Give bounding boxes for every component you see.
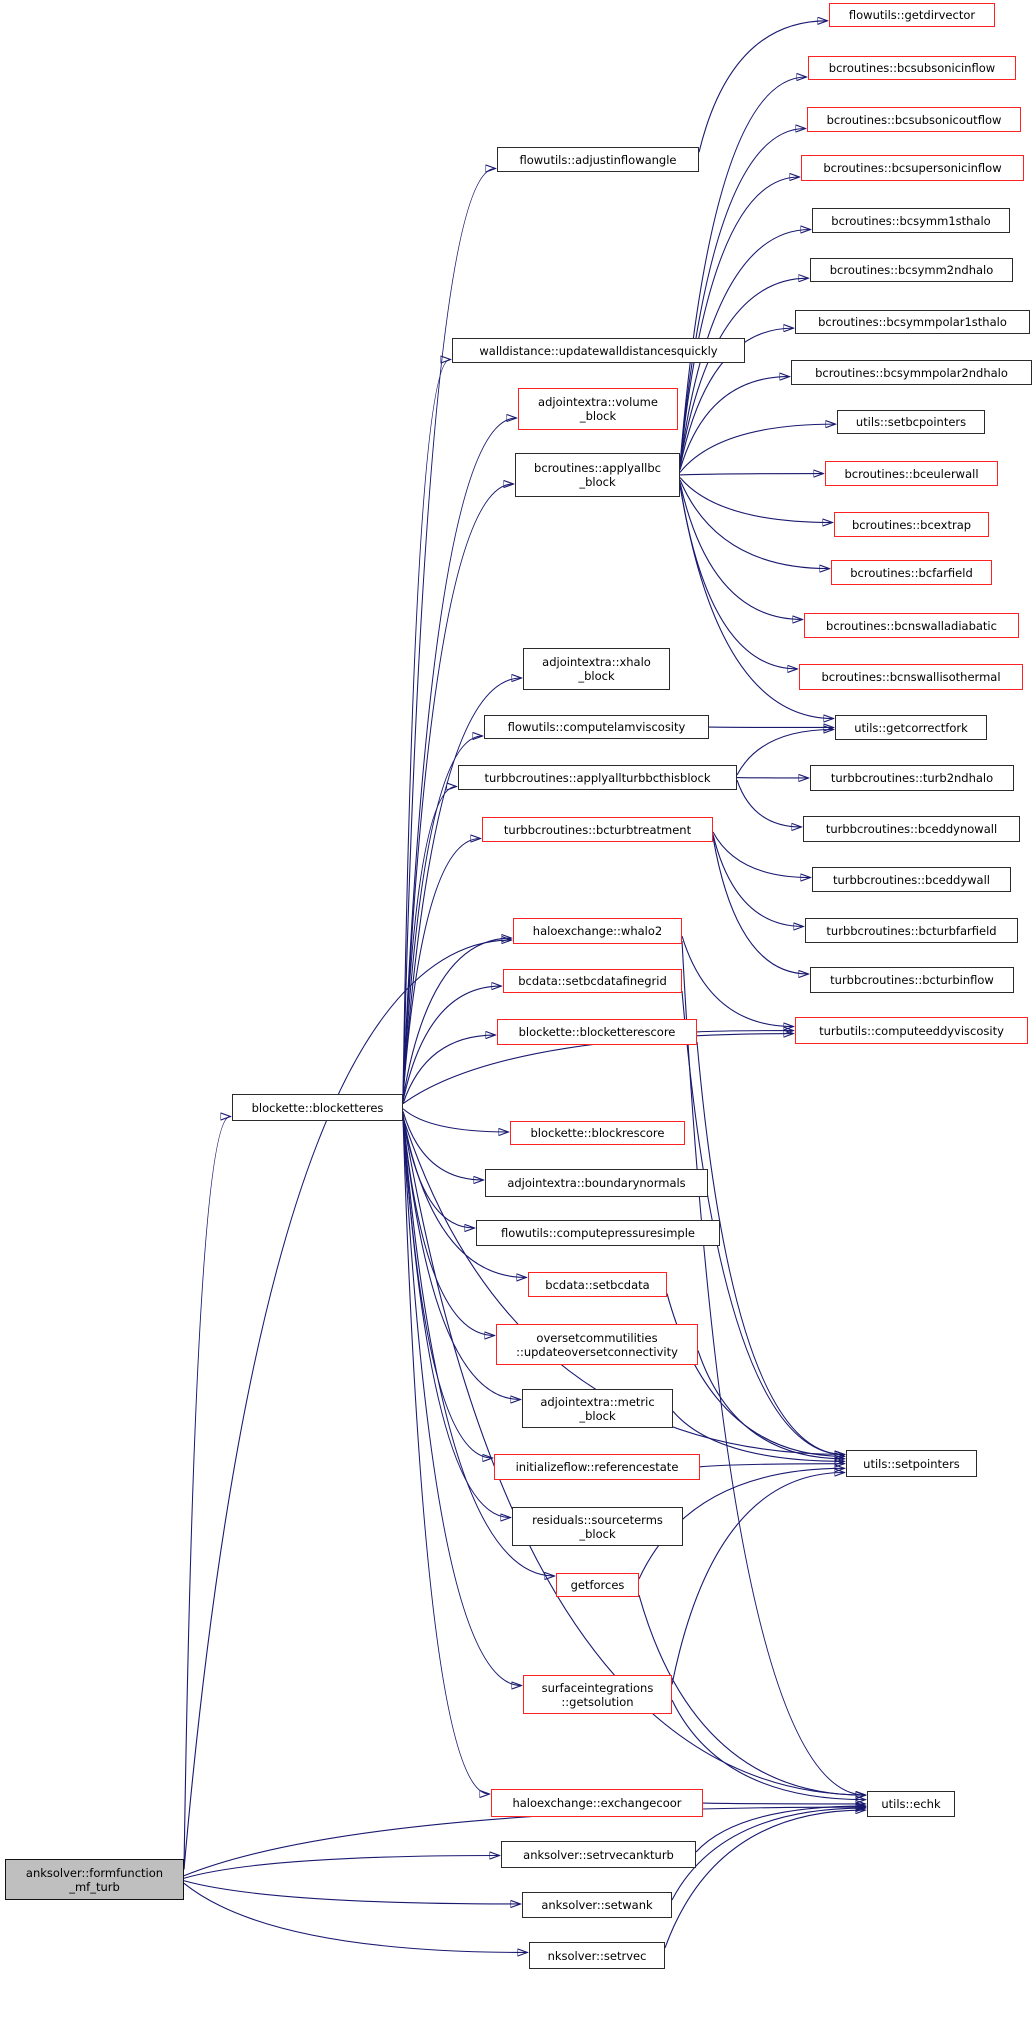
node-computepressuresimple[interactable] bbox=[476, 1220, 720, 1246]
node-bcnswallisothermal[interactable] bbox=[799, 664, 1023, 690]
edge-applyallbc_block-bcsubsonicinflow bbox=[680, 77, 806, 465]
node-label: bcroutines::bcsymmpolar1sthalo bbox=[818, 315, 1007, 329]
node-label: turbbcroutines::bcturbinflow bbox=[830, 973, 994, 987]
node-bceulerwall[interactable] bbox=[825, 461, 998, 486]
edge-setbcdata-setpointers bbox=[667, 1293, 844, 1456]
node-bcsymm1sthalo[interactable] bbox=[812, 208, 1010, 233]
edge-setrvec-echk bbox=[665, 1810, 865, 1948]
edge-blocketteres-boundarynormals bbox=[403, 1111, 483, 1180]
edge-getforces-echk bbox=[639, 1595, 865, 1795]
node-label: bcroutines::bcfarfield bbox=[850, 565, 973, 580]
node-label: walldistance::updatewalldistancesquickly bbox=[479, 343, 718, 358]
edge-applyallbc_block-bcextrap bbox=[680, 477, 832, 522]
node-echk[interactable] bbox=[867, 1791, 955, 1817]
node-computeeddyviscosity[interactable] bbox=[795, 1017, 1028, 1044]
node-label: getforces bbox=[570, 1578, 625, 1592]
node-label: turbbcroutines::bcturbtreatment bbox=[503, 822, 692, 837]
node-label: _mf_turb bbox=[69, 1879, 120, 1894]
node-label: residuals::sourceterms bbox=[532, 1512, 663, 1527]
node-label: turbbcroutines::turb2ndhalo bbox=[830, 771, 994, 785]
node-sourceterms_block[interactable] bbox=[512, 1507, 683, 1546]
node-label: ::getsolution bbox=[561, 1694, 634, 1709]
node-exchangecoor[interactable] bbox=[491, 1789, 703, 1817]
edge-applyallbc_block-bcsymmpolar2ndhalo bbox=[680, 377, 789, 470]
node-label: adjointextra::boundarynormals bbox=[507, 1176, 686, 1190]
node-label: utils::getcorrectfork bbox=[854, 720, 968, 735]
node-getcorrectfork[interactable] bbox=[835, 715, 987, 740]
node-label: adjointextra::metric bbox=[540, 1394, 655, 1409]
edge-bcturbtreatment-bceddywall bbox=[713, 832, 810, 878]
edge-blocketteres-blockrescore bbox=[403, 1109, 508, 1132]
node-label: flowutils::computelamviscosity bbox=[507, 720, 686, 734]
edge-formfunction-setwank bbox=[184, 1881, 520, 1904]
node-setbcdatafinegrid[interactable] bbox=[503, 969, 682, 993]
node-label: flowutils::computepressuresimple bbox=[501, 1226, 695, 1240]
edge-setrvecankturb-echk bbox=[696, 1806, 865, 1852]
node-label: _block bbox=[579, 409, 617, 423]
node-label: bcroutines::bcsymmpolar2ndhalo bbox=[815, 365, 1008, 380]
edge-blocketterescore-setpointers bbox=[697, 1042, 844, 1455]
edge-whalo2-echk bbox=[682, 941, 865, 1795]
edge-adjustinflowangle-getdirvector bbox=[699, 21, 827, 152]
node-updateoversetconnectivity[interactable] bbox=[496, 1324, 698, 1365]
node-label: bcroutines::bcnswalladiabatic bbox=[826, 618, 997, 633]
node-label: bcroutines::bcsupersonicinflow bbox=[823, 161, 1002, 175]
node-label: bcroutines::bcextrap bbox=[851, 517, 972, 532]
node-label: turbbcroutines::bceddynowall bbox=[825, 822, 998, 836]
node-bcturbtreatment[interactable] bbox=[482, 817, 713, 842]
node-label: _block bbox=[579, 475, 616, 489]
node-getdirvector[interactable] bbox=[829, 3, 995, 27]
node-formfunction[interactable] bbox=[5, 1859, 184, 1900]
node-bcextrap[interactable] bbox=[834, 512, 989, 537]
node-label: turbbcroutines::applyallturbbcthisblock bbox=[484, 770, 711, 785]
node-bcnswalladiabatic[interactable] bbox=[804, 613, 1019, 638]
node-bcturbinflow[interactable] bbox=[810, 967, 1014, 993]
node-label: turbutils::computeeddyviscosity bbox=[819, 1023, 1004, 1038]
node-label: turbbcroutines::bceddywall bbox=[832, 872, 990, 887]
node-getsolution[interactable] bbox=[523, 1675, 672, 1714]
edge-bcturbtreatment-bcturbinflow bbox=[713, 837, 808, 974]
edge-applyallbc_block-setbcpointers bbox=[680, 424, 835, 472]
node-label: bcdata::setbcdata bbox=[545, 1277, 650, 1292]
node-bcsymm2ndhalo[interactable] bbox=[810, 258, 1013, 282]
edge-referencestate-setpointers bbox=[700, 1464, 844, 1467]
node-label: utils::setbcpointers bbox=[855, 415, 967, 429]
node-label: ::updateoversetconnectivity bbox=[516, 1344, 678, 1359]
node-setbcdata[interactable] bbox=[528, 1272, 667, 1297]
edge-applyallbc_block-bceulerwall bbox=[680, 474, 823, 475]
node-blocketterescore[interactable] bbox=[497, 1019, 697, 1045]
node-volume_block[interactable] bbox=[518, 388, 678, 430]
edge-blocketteres-computepressuresimple bbox=[403, 1114, 474, 1228]
node-bcfarfield[interactable] bbox=[831, 560, 992, 585]
node-getforces[interactable] bbox=[556, 1573, 639, 1597]
node-xhalo_block[interactable] bbox=[523, 648, 670, 690]
node-label: bcroutines::bcsubsonicoutflow bbox=[826, 112, 1002, 127]
node-label: bcroutines::bceulerwall bbox=[844, 466, 979, 481]
edge-formfunction-setrvecankturb bbox=[184, 1856, 499, 1879]
edge-applyallturbbcthisblock-bceddynowall bbox=[737, 780, 801, 827]
node-label: initializeflow::referencestate bbox=[515, 1460, 679, 1474]
node-bcsubsonicinflow[interactable] bbox=[808, 56, 1016, 80]
node-blockrescore[interactable] bbox=[510, 1121, 685, 1145]
node-label: bcroutines::bcnswallisothermal bbox=[821, 670, 1001, 684]
node-bcsymmpolar2ndhalo[interactable] bbox=[791, 360, 1032, 385]
node-applyallturbbcthisblock[interactable] bbox=[458, 765, 737, 790]
node-label: bcdata::setbcdatafinegrid bbox=[518, 974, 667, 988]
node-label: oversetcommutilities bbox=[536, 1330, 658, 1345]
node-label: _block bbox=[578, 669, 615, 683]
edge-applyallbc_block-bcnswalladiabatic bbox=[680, 483, 802, 620]
edge-blocketteres-adjustinflowangle bbox=[403, 169, 495, 1098]
node-label: surfaceintegrations bbox=[541, 1680, 654, 1695]
node-label: bcroutines::bcsubsonicinflow bbox=[828, 61, 996, 75]
node-label: flowutils::getdirvector bbox=[848, 8, 976, 22]
edge-blocketteres-updatewalldistancesquickly bbox=[403, 360, 450, 1098]
node-label: anksolver::setrvecankturb bbox=[523, 1847, 674, 1862]
node-label: bcroutines::applyallbc bbox=[534, 461, 661, 475]
edge-blocketterescore-computeeddyviscosity bbox=[697, 1031, 793, 1032]
node-blocketteres[interactable] bbox=[232, 1094, 403, 1121]
node-boundarynormals[interactable] bbox=[485, 1169, 708, 1197]
node-label: haloexchange::exchangecoor bbox=[512, 1796, 682, 1810]
node-label: flowutils::adjustinflowangle bbox=[519, 152, 677, 167]
node-label: haloexchange::whalo2 bbox=[532, 924, 663, 938]
node-label: anksolver::setwank bbox=[541, 1898, 653, 1912]
node-metric_block[interactable] bbox=[522, 1389, 673, 1428]
node-setpointers[interactable] bbox=[846, 1450, 977, 1477]
node-label: anksolver::formfunction bbox=[25, 1865, 164, 1880]
node-label: turbbcroutines::bcturbfarfield bbox=[826, 923, 997, 938]
node-label: _block bbox=[579, 1408, 616, 1423]
node-label: adjointextra::xhalo bbox=[542, 655, 651, 669]
edge-exchangecoor-echk bbox=[703, 1803, 865, 1804]
edge-setwank-echk bbox=[672, 1808, 865, 1900]
node-label: utils::setpointers bbox=[863, 1456, 960, 1471]
node-computelamviscosity[interactable] bbox=[484, 715, 709, 739]
edge-formfunction-setrvec bbox=[184, 1883, 527, 1952]
edge-whalo2-computeeddyviscosity bbox=[682, 936, 793, 1027]
node-label: nksolver::setrvec bbox=[547, 1948, 647, 1963]
node-bcsubsonicoutflow[interactable] bbox=[807, 107, 1021, 132]
edge-blocketteres-volume_block bbox=[403, 418, 516, 1098]
node-label: adjointextra::volume bbox=[538, 395, 658, 409]
node-setwank[interactable] bbox=[522, 1892, 672, 1918]
node-label: _block bbox=[579, 1526, 616, 1541]
edge-bcturbtreatment-bcturbfarfield bbox=[713, 835, 803, 927]
edge-applyallbc_block-bcsymm2ndhalo bbox=[680, 278, 808, 465]
edge-applyallbc_block-bcfarfield bbox=[680, 480, 829, 569]
node-referencestate[interactable] bbox=[494, 1454, 700, 1480]
node-adjustinflowangle[interactable] bbox=[497, 147, 699, 172]
node-setrvecankturb[interactable] bbox=[501, 1841, 696, 1868]
node-bceddywall[interactable] bbox=[812, 867, 1011, 892]
edge-formfunction-whalo2 bbox=[184, 940, 511, 1870]
node-bcsupersonicinflow[interactable] bbox=[801, 155, 1024, 181]
edge-applyallbc_block-bcsupersonicinflow bbox=[680, 177, 799, 465]
edge-blocketteres-applyallbc_block bbox=[403, 484, 513, 1098]
node-label: bcroutines::bcsymm2ndhalo bbox=[829, 263, 994, 277]
edge-blocketteres-blocketterescore bbox=[403, 1035, 495, 1104]
node-turb2ndhalo[interactable] bbox=[810, 765, 1014, 791]
edge-formfunction-blocketteres bbox=[184, 1117, 230, 1870]
node-label: blockette::blockrescore bbox=[530, 1126, 665, 1140]
edge-blocketteres-whalo2 bbox=[403, 938, 511, 1099]
node-setrvec[interactable] bbox=[529, 1942, 665, 1969]
edge-blocketteres-getsolution bbox=[403, 1118, 521, 1686]
node-label: blockette::blocketterescore bbox=[518, 1025, 676, 1039]
node-label: blockette::blocketteres bbox=[251, 1100, 384, 1115]
node-bcsymmpolar1sthalo[interactable] bbox=[795, 310, 1030, 334]
node-bcturbfarfield[interactable] bbox=[805, 918, 1018, 943]
node-setbcpointers[interactable] bbox=[837, 410, 985, 434]
node-bceddynowall[interactable] bbox=[803, 816, 1020, 842]
node-applyallbc_block[interactable] bbox=[515, 453, 680, 497]
edge-applyallbc_block-bcnswallisothermal bbox=[680, 485, 797, 669]
edge-getsolution-setpointers bbox=[672, 1473, 844, 1685]
node-label: bcroutines::bcsymm1sthalo bbox=[831, 213, 991, 228]
node-updatewalldistancesquickly[interactable] bbox=[452, 338, 745, 363]
node-whalo2[interactable] bbox=[513, 918, 682, 944]
node-label: utils::echk bbox=[881, 1797, 941, 1811]
